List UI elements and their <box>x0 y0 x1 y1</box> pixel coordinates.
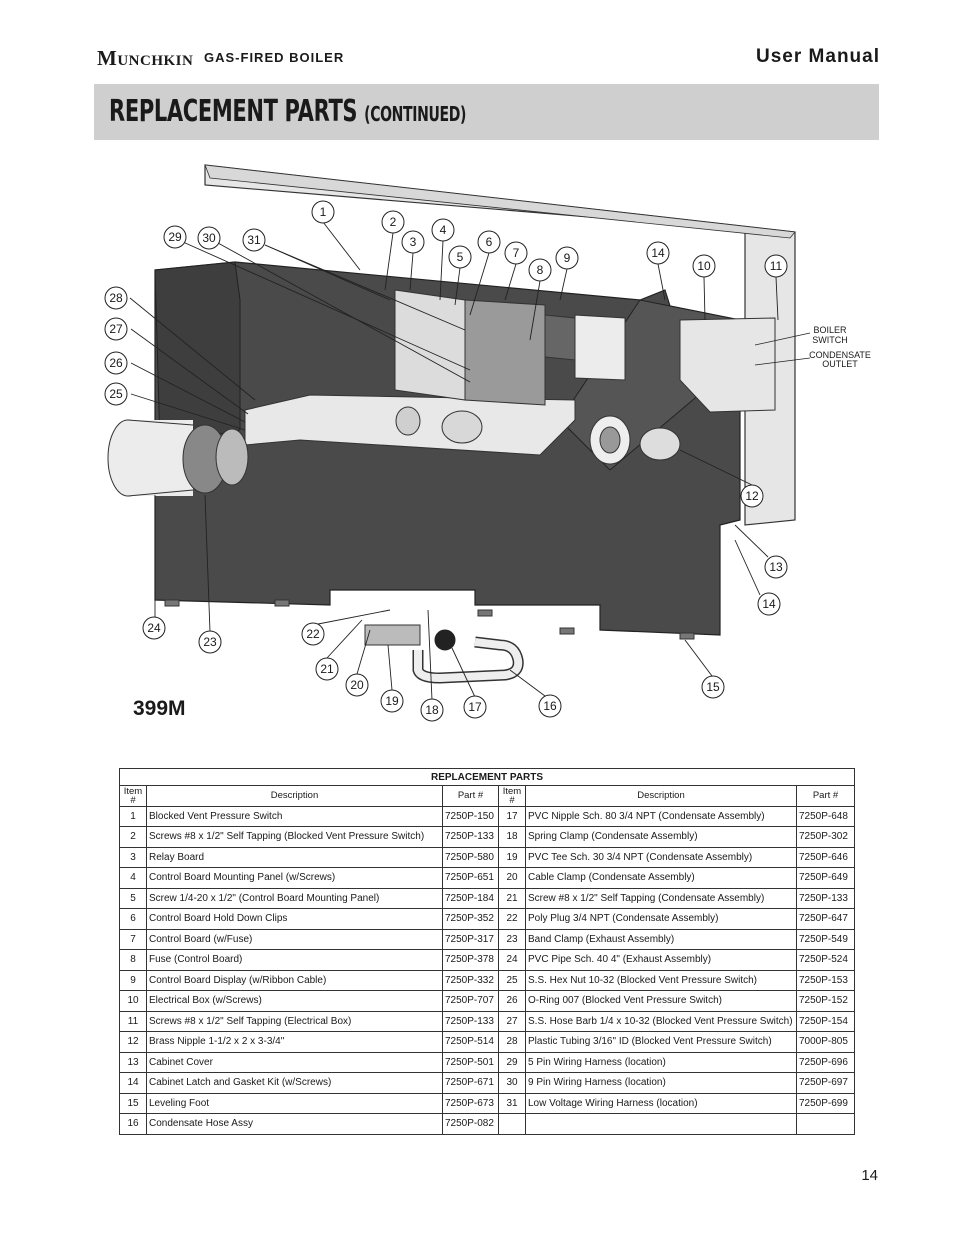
item-number: 10 <box>120 991 147 1012</box>
part-number: 7250P-651 <box>443 868 499 889</box>
table-row <box>120 827 855 848</box>
col-description: Description <box>147 786 443 807</box>
callout-12 <box>741 485 763 507</box>
part-description-right <box>526 1114 797 1135</box>
svg-text:5: 5 <box>456 250 464 264</box>
item-number: 12 <box>120 1032 147 1053</box>
part-number-right: 7250P-648 <box>797 806 855 827</box>
part-number: 7250P-352 <box>443 909 499 930</box>
manual-title: User Manual <box>756 46 880 67</box>
part-number-right: 7250P-152 <box>797 991 855 1012</box>
callout-11 <box>765 255 787 277</box>
svg-text:29: 29 <box>168 230 182 244</box>
item-number-right: 21 <box>499 888 526 909</box>
item-number: 9 <box>120 970 147 991</box>
svg-text:30: 30 <box>202 231 216 245</box>
svg-text:22: 22 <box>306 627 320 641</box>
item-number-right: 25 <box>499 970 526 991</box>
svg-text:17: 17 <box>468 700 482 714</box>
part-number: 7250P-580 <box>443 847 499 868</box>
part-description-right: Band Clamp (Exhaust Assembly) <box>526 929 797 950</box>
item-number: 7 <box>120 929 147 950</box>
item-number-right: 20 <box>499 868 526 889</box>
callout-8 <box>529 259 551 281</box>
svg-text:20: 20 <box>350 678 364 692</box>
svg-text:31: 31 <box>247 233 261 247</box>
part-description: Screws #8 x 1/2" Self Tapping (Electrical Box) <box>147 1011 443 1032</box>
callout-28 <box>105 287 127 309</box>
condensate-outlet-label-1: CONDENSATE <box>809 350 871 360</box>
callout-31 <box>243 229 265 251</box>
item-number-right: 29 <box>499 1052 526 1073</box>
part-number-right: 7250P-647 <box>797 909 855 930</box>
part-description-right: S.S. Hose Barb 1/4 x 10-32 (Blocked Vent Pressure Switch) <box>526 1011 797 1032</box>
part-number-right: 7250P-154 <box>797 1011 855 1032</box>
part-description: Fuse (Control Board) <box>147 950 443 971</box>
item-number-right: 27 <box>499 1011 526 1032</box>
part-description-right: PVC Tee Sch. 30 3/4 NPT (Condensate Assembly) <box>526 847 797 868</box>
boiler-switch-label-1: BOILER <box>813 325 847 335</box>
part-number: 7250P-673 <box>443 1093 499 1114</box>
item-number: 14 <box>120 1073 147 1094</box>
callout-24 <box>143 617 165 639</box>
parts-diagram <box>95 160 880 740</box>
page-header <box>97 46 880 70</box>
item-number-right: 24 <box>499 950 526 971</box>
callout-3 <box>402 231 424 253</box>
page-number: 14 <box>861 1167 878 1184</box>
svg-text:21: 21 <box>320 662 334 676</box>
callout-23 <box>199 631 221 653</box>
svg-text:1: 1 <box>319 205 327 219</box>
svg-text:27: 27 <box>109 322 123 336</box>
table-row <box>120 888 855 909</box>
part-number-right: 7250P-302 <box>797 827 855 848</box>
callout-14-bottom <box>758 593 780 615</box>
svg-text:7: 7 <box>512 246 520 260</box>
part-number-right: 7250P-153 <box>797 970 855 991</box>
part-description: Screw 1/4-20 x 1/2" (Control Board Mounting Panel) <box>147 888 443 909</box>
part-description-right: O-Ring 007 (Blocked Vent Pressure Switch) <box>526 991 797 1012</box>
callout-5 <box>449 246 471 268</box>
callout-18 <box>421 699 443 721</box>
col-part-right: Part # <box>797 786 855 807</box>
item-number-right: 28 <box>499 1032 526 1053</box>
svg-text:6: 6 <box>485 235 493 249</box>
item-number: 8 <box>120 950 147 971</box>
item-number-right: 19 <box>499 847 526 868</box>
svg-text:15: 15 <box>706 680 720 694</box>
table-row <box>120 1093 855 1114</box>
part-description: Control Board (w/Fuse) <box>147 929 443 950</box>
item-number: 1 <box>120 806 147 827</box>
part-description-right: PVC Pipe Sch. 40 4" (Exhaust Assembly) <box>526 950 797 971</box>
callout-19 <box>381 690 403 712</box>
item-number: 13 <box>120 1052 147 1073</box>
svg-text:25: 25 <box>109 387 123 401</box>
part-number: 7250P-184 <box>443 888 499 909</box>
part-description: Electrical Box (w/Screws) <box>147 991 443 1012</box>
part-description: Brass Nipple 1-1/2 x 2 x 3-3/4" <box>147 1032 443 1053</box>
table-row <box>120 1052 855 1073</box>
table-row <box>120 970 855 991</box>
part-description: Blocked Vent Pressure Switch <box>147 806 443 827</box>
table-row <box>120 1073 855 1094</box>
svg-text:9: 9 <box>563 251 571 265</box>
control-board <box>395 290 465 400</box>
part-description-right: Cable Clamp (Condensate Assembly) <box>526 868 797 889</box>
svg-text:12: 12 <box>745 489 759 503</box>
part-number-right <box>797 1114 855 1135</box>
replacement-parts-table <box>119 768 855 1135</box>
part-number-right: 7250P-133 <box>797 888 855 909</box>
part-number: 7250P-671 <box>443 1073 499 1094</box>
table-caption: REPLACEMENT PARTS <box>120 769 855 786</box>
item-number: 11 <box>120 1011 147 1032</box>
part-number: 7250P-332 <box>443 970 499 991</box>
col-description-right: Description <box>526 786 797 807</box>
part-description-right: S.S. Hex Nut 10-32 (Blocked Vent Pressure Switch) <box>526 970 797 991</box>
table-row <box>120 868 855 889</box>
part-number: 7250P-150 <box>443 806 499 827</box>
section-title-continued: (CONTINUED) <box>364 102 467 126</box>
callout-27 <box>105 318 127 340</box>
table-row <box>120 929 855 950</box>
part-description: Cabinet Latch and Gasket Kit (w/Screws) <box>147 1073 443 1094</box>
part-description-right: Screw #8 x 1/2" Self Tapping (Condensate Assembly) <box>526 888 797 909</box>
part-number-right: 7250P-699 <box>797 1093 855 1114</box>
item-number: 3 <box>120 847 147 868</box>
part-description: Control Board Mounting Panel (w/Screws) <box>147 868 443 889</box>
part-number-right: 7250P-524 <box>797 950 855 971</box>
item-number-right: 23 <box>499 929 526 950</box>
svg-text:8: 8 <box>536 263 544 277</box>
callout-21 <box>316 658 338 680</box>
item-number: 2 <box>120 827 147 848</box>
callout-7 <box>505 242 527 264</box>
table-row <box>120 991 855 1012</box>
item-number-right: 31 <box>499 1093 526 1114</box>
callout-26 <box>105 352 127 374</box>
svg-text:19: 19 <box>385 694 399 708</box>
section-title-bar <box>94 84 879 140</box>
part-description-right: 9 Pin Wiring Harness (location) <box>526 1073 797 1094</box>
part-number: 7250P-082 <box>443 1114 499 1135</box>
part-description-right: PVC Nipple Sch. 80 3/4 NPT (Condensate Assembly) <box>526 806 797 827</box>
part-description-right: Low Voltage Wiring Harness (location) <box>526 1093 797 1114</box>
table-row <box>120 847 855 868</box>
condensate-outlet-label-2: OUTLET <box>822 359 858 369</box>
callout-22 <box>302 623 324 645</box>
part-description: Screws #8 x 1/2" Self Tapping (Blocked Vent Pressure Switch) <box>147 827 443 848</box>
item-number: 4 <box>120 868 147 889</box>
callout-14-top <box>647 242 669 264</box>
part-number: 7250P-317 <box>443 929 499 950</box>
part-description: Condensate Hose Assy <box>147 1114 443 1135</box>
part-description-right: 5 Pin Wiring Harness (location) <box>526 1052 797 1073</box>
callout-20 <box>346 674 368 696</box>
callout-4 <box>432 219 454 241</box>
callout-16 <box>539 695 561 717</box>
item-number: 15 <box>120 1093 147 1114</box>
item-number: 16 <box>120 1114 147 1135</box>
table-row <box>120 950 855 971</box>
callout-15 <box>702 676 724 698</box>
svg-text:13: 13 <box>769 560 783 574</box>
table-row <box>120 1011 855 1032</box>
part-number: 7250P-707 <box>443 991 499 1012</box>
col-part: Part # <box>443 786 499 807</box>
svg-text:28: 28 <box>109 291 123 305</box>
item-number-right <box>499 1114 526 1135</box>
brand-subtitle: GAS-FIRED BOILER <box>204 50 345 65</box>
callout-13 <box>765 556 787 578</box>
model-label: 399M <box>133 697 186 720</box>
col-item-right: Item # <box>499 786 526 807</box>
svg-text:3: 3 <box>409 235 417 249</box>
part-number: 7250P-378 <box>443 950 499 971</box>
section-title-text: REPLACEMENT PARTS <box>109 94 358 129</box>
section-title <box>109 94 466 129</box>
callout-9 <box>556 247 578 269</box>
item-number: 5 <box>120 888 147 909</box>
part-description: Control Board Hold Down Clips <box>147 909 443 930</box>
svg-text:10: 10 <box>697 259 711 273</box>
part-description-right: Poly Plug 3/4 NPT (Condensate Assembly) <box>526 909 797 930</box>
part-description: Control Board Display (w/Ribbon Cable) <box>147 970 443 991</box>
part-number-right: 7250P-697 <box>797 1073 855 1094</box>
part-number: 7250P-133 <box>443 827 499 848</box>
part-number-right: 7250P-646 <box>797 847 855 868</box>
svg-text:26: 26 <box>109 356 123 370</box>
callout-25 <box>105 383 127 405</box>
callout-10 <box>693 255 715 277</box>
svg-text:14: 14 <box>762 597 776 611</box>
callout-6 <box>478 231 500 253</box>
part-description: Leveling Foot <box>147 1093 443 1114</box>
boiler-switch-label-2: SWITCH <box>812 335 848 345</box>
table-header-row <box>120 786 855 807</box>
part-number-right: 7000P-805 <box>797 1032 855 1053</box>
svg-text:18: 18 <box>425 703 439 717</box>
item-number-right: 17 <box>499 806 526 827</box>
callout-29 <box>164 226 186 248</box>
col-item: Item # <box>120 786 147 807</box>
table-row <box>120 909 855 930</box>
item-number-right: 26 <box>499 991 526 1012</box>
callout-1 <box>312 201 334 223</box>
part-description-right: Plastic Tubing 3/16" ID (Blocked Vent Pressure Switch) <box>526 1032 797 1053</box>
part-number: 7250P-133 <box>443 1011 499 1032</box>
svg-text:23: 23 <box>203 635 217 649</box>
part-number-right: 7250P-649 <box>797 868 855 889</box>
callout-2 <box>382 211 404 233</box>
brand-logo: Munchkin <box>97 46 194 70</box>
callout-30 <box>198 227 220 249</box>
item-number-right: 22 <box>499 909 526 930</box>
table-row <box>120 806 855 827</box>
callout-17 <box>464 696 486 718</box>
part-description: Cabinet Cover <box>147 1052 443 1073</box>
svg-text:14: 14 <box>651 246 665 260</box>
part-number-right: 7250P-549 <box>797 929 855 950</box>
svg-text:24: 24 <box>147 621 161 635</box>
svg-text:4: 4 <box>439 223 447 237</box>
part-description: Relay Board <box>147 847 443 868</box>
table-row <box>120 1032 855 1053</box>
svg-text:2: 2 <box>389 215 397 229</box>
part-number-right: 7250P-696 <box>797 1052 855 1073</box>
item-number: 6 <box>120 909 147 930</box>
svg-text:16: 16 <box>543 699 557 713</box>
table-row <box>120 1114 855 1135</box>
item-number-right: 30 <box>499 1073 526 1094</box>
svg-text:11: 11 <box>769 259 783 273</box>
part-number: 7250P-501 <box>443 1052 499 1073</box>
item-number-right: 18 <box>499 827 526 848</box>
part-number: 7250P-514 <box>443 1032 499 1053</box>
part-description-right: Spring Clamp (Condensate Assembly) <box>526 827 797 848</box>
